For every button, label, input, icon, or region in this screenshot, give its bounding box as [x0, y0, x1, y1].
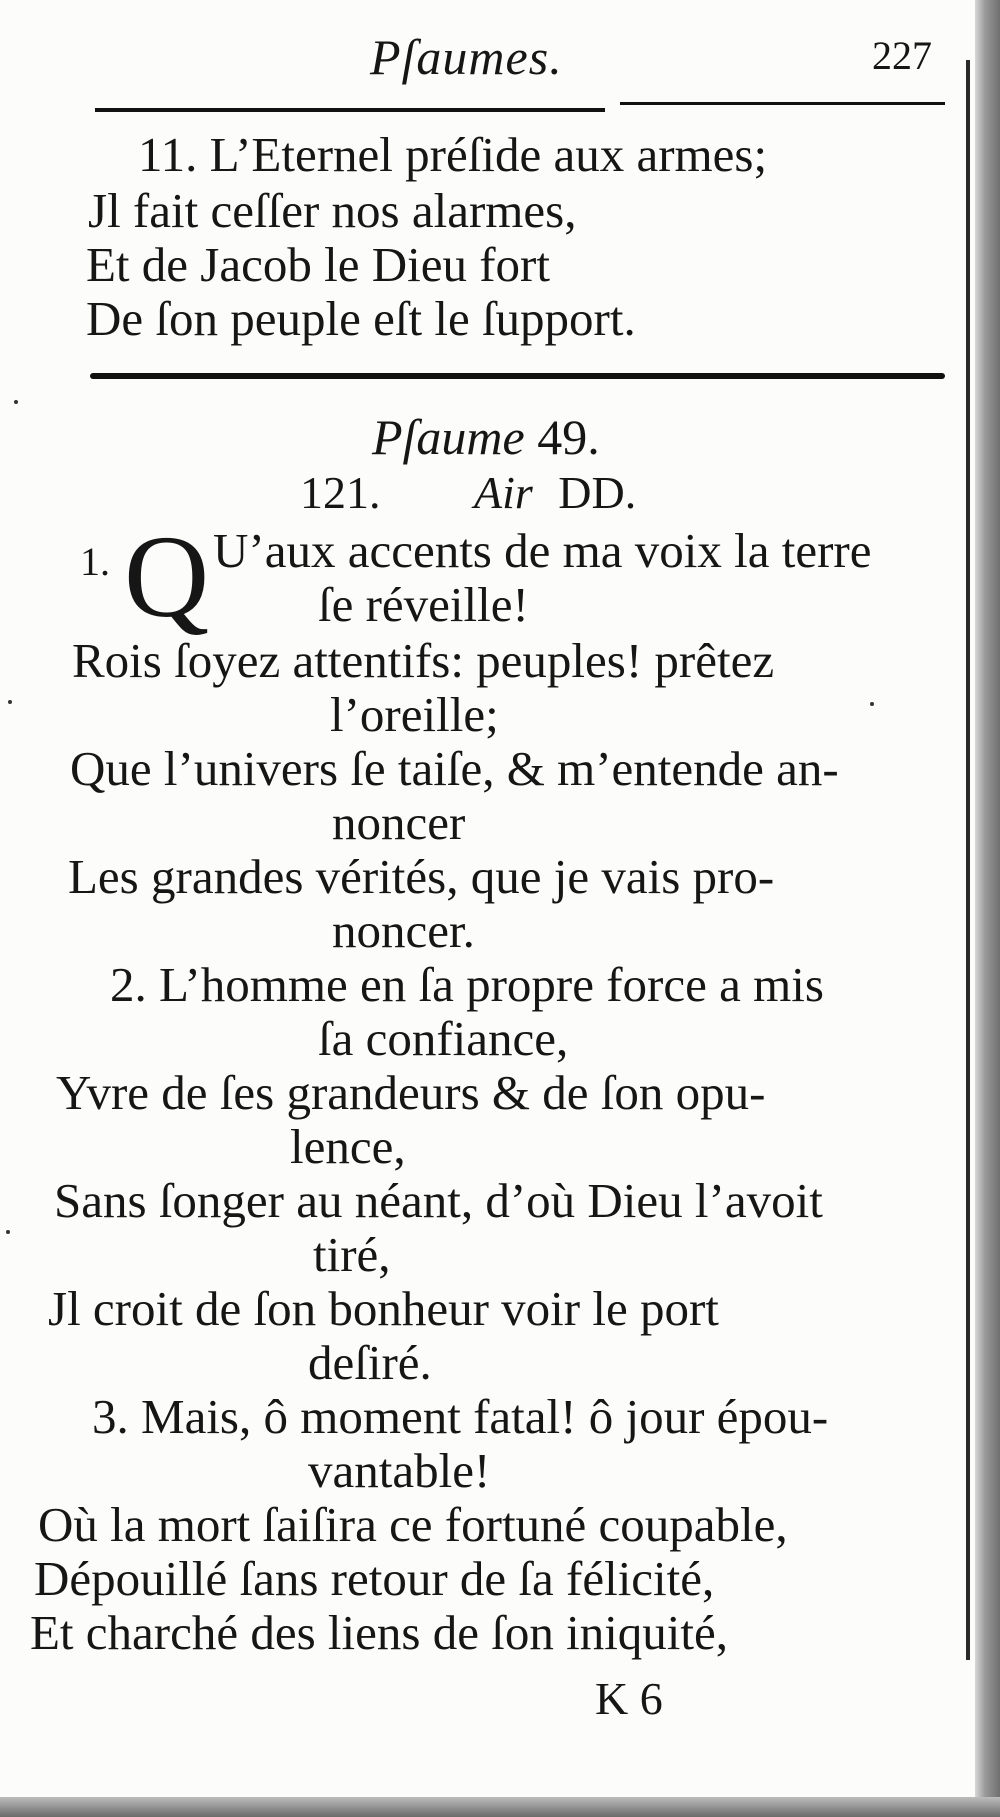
running-head	[0, 22, 1000, 92]
air-label: Air	[474, 467, 533, 518]
verse-2-line-3: Yvre de ſes grandeurs & de ſon opu-	[56, 1065, 766, 1120]
psalm-title-number: 49.	[537, 409, 600, 465]
verse-2-line-8: deſiré.	[308, 1335, 432, 1390]
verse-1-number: 1.	[80, 539, 110, 584]
ink-speck	[14, 400, 18, 404]
psalm-title	[372, 408, 600, 466]
verse-2-line-1: 2. L’homme en ſa propre force a mis	[110, 957, 824, 1012]
verse-2-line-5: Sans ſonger au néant, d’où Dieu l’avoit	[54, 1173, 823, 1228]
stanza-11-line-2: Jl fait ceſſer nos alarmes,	[88, 183, 577, 238]
ink-speck	[8, 700, 12, 704]
air-code: DD.	[558, 467, 637, 518]
verse-3-line-3: Où la mort ſaiſira ce fortuné coupable,	[38, 1497, 788, 1552]
verse-1-line-6: noncer	[332, 795, 466, 850]
section-divider	[90, 373, 945, 379]
verse-1-line-2: ſe réveille!	[318, 577, 529, 632]
hymn-number: 121.	[300, 467, 381, 518]
verse-2-line-6: tiré,	[313, 1227, 391, 1282]
stanza-11-line-1: 11. L’Eternel préſide aux armes;	[138, 127, 768, 182]
verse-1-line-8: noncer.	[332, 903, 475, 958]
ink-speck	[6, 1230, 10, 1234]
header-rule-right	[620, 102, 945, 105]
verse-2-line-7: Jl croit de ſon bonheur voir le port	[48, 1281, 719, 1336]
catchword: K 6	[595, 1673, 663, 1724]
psalm-title-word: Pſaume	[372, 409, 525, 465]
page-bottom-edge	[0, 1797, 1000, 1817]
verse-3-line-4: Dépouillé ſans retour de ſa félicité,	[34, 1551, 715, 1606]
verse-1-line-3: Rois ſoyez attentifs: peuples! prêtez	[72, 633, 775, 688]
header-rule-left	[95, 108, 605, 112]
verse-1-line-7: Les grandes vérités, que je vais pro-	[68, 849, 775, 904]
running-head-title: Pſaumes.	[370, 29, 563, 85]
page-number: 227	[872, 33, 932, 78]
air-heading	[300, 466, 636, 519]
stanza-11-line-3: Et de Jacob le Dieu fort	[86, 237, 550, 292]
verse-1-line-5: Que l’univers ſe taiſe, & m’entende an-	[70, 741, 839, 796]
verse-3-line-2: vantable!	[308, 1443, 491, 1498]
ink-speck	[870, 702, 874, 706]
drop-cap: Q	[124, 511, 210, 642]
verse-2-line-4: lence,	[290, 1119, 406, 1174]
page-border-line	[966, 60, 970, 1660]
page-edge-shadow	[975, 0, 1000, 1817]
verse-1-line-4: l’oreille;	[330, 687, 499, 742]
verse-3-line-1: 3. Mais, ô moment fatal! ô jour épou-	[92, 1389, 829, 1444]
stanza-11-line-4: De ſon peuple eſt le ſupport.	[86, 291, 636, 346]
verse-3-line-5: Et charché des liens de ſon iniquité,	[30, 1605, 729, 1660]
verse-1-line-1: U’aux accents de ma voix la terre	[213, 523, 872, 578]
verse-2-line-2: ſa confiance,	[318, 1011, 569, 1066]
